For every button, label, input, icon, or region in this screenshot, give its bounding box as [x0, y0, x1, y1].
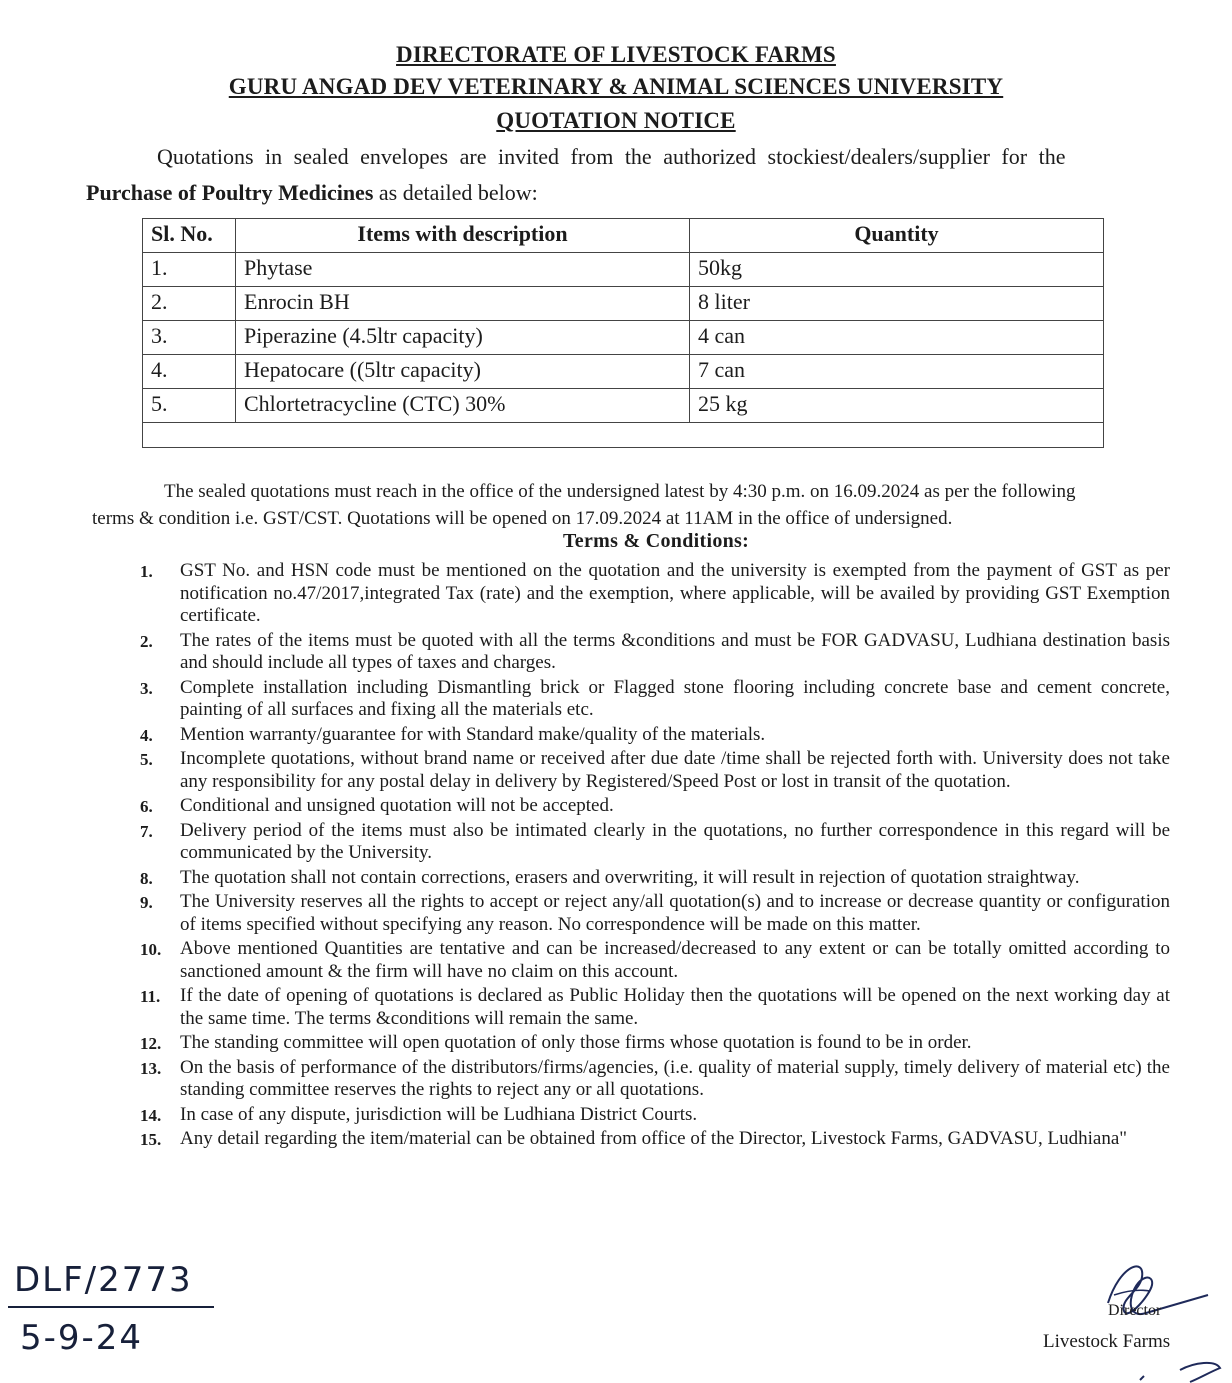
- term-number: 8.: [140, 868, 153, 888]
- table-row: [143, 355, 1104, 389]
- cell-item: Hepatocare ((5ltr capacity): [236, 355, 690, 389]
- intro-purpose-rest: as detailed below:: [373, 180, 538, 205]
- term-number: 9.: [140, 893, 153, 912]
- intro-purpose: [86, 178, 538, 208]
- items-table: [142, 218, 1104, 448]
- page-mark-icon: [1120, 1352, 1230, 1383]
- cell-sl-no: 4.: [143, 355, 236, 389]
- cell-quantity: 7 can: [690, 355, 1104, 389]
- signature-organization: Livestock Farms: [1043, 1331, 1171, 1352]
- term-item: [140, 724, 1170, 747]
- table-row: [143, 253, 1104, 287]
- cell-quantity: 50kg: [690, 253, 1104, 287]
- term-text: GST No. and HSN code must be mentioned on the quotation and the university is exempted from the payment of GST as per notification no.47/2017,integrated Tax (rate) and the exemption, where applicable, will be availed by providing GST Exemption certificate.: [180, 560, 1170, 626]
- signature-title: Director: [1108, 1302, 1162, 1319]
- handwritten-reference-number: DLF/2773: [14, 1260, 193, 1300]
- term-item: [140, 1032, 1170, 1055]
- table-row: [143, 321, 1104, 355]
- cell-sl-no: 1.: [143, 253, 236, 287]
- term-item: [140, 1057, 1170, 1102]
- term-text: The University reserves all the rights to accept or reject any/all quotation(s) and to increase or decrease quantity or configuration of items specified without specifying any reason. No correspondence will be made on this matter.: [180, 891, 1170, 935]
- term-text: Incomplete quotations, without brand name or received after due date /time shall be rejected forth with. University does not take any responsibility for any postal delay in delivery by Registered/Speed Post or lost in transit of the quotation.: [180, 748, 1170, 792]
- term-number: 5.: [140, 750, 153, 769]
- term-text: If the date of opening of quotations is declared as Public Holiday then the quotations will be opened on the next working day at the same time. The terms &conditions will remain the same.: [180, 985, 1170, 1029]
- blank-cell: [143, 423, 1104, 448]
- term-text: Delivery period of the items must also be intimated clearly in the quotations, no further correspondence in this regard will be communicated by the University.: [180, 819, 1170, 863]
- term-item: [140, 795, 1170, 818]
- opening-date-text: terms & condition i.e. GST/CST. Quotations will be opened on 17.09.2024 at 11AM in the office of undersigned.: [92, 508, 953, 529]
- term-item: [140, 985, 1170, 1030]
- col-header-items: Items with description: [236, 219, 690, 253]
- term-text: The standing committee will open quotation of only those firms whose quotation is found to be in order.: [180, 1032, 972, 1053]
- cell-quantity: 8 liter: [690, 287, 1104, 321]
- term-text: Above mentioned Quantities are tentative and can be increased/decreased to any extent or can be totally omitted according to sanctioned amount & the firm will have no claim on this account.: [180, 938, 1170, 982]
- intro-line: Quotations in sealed envelopes are invited from the authorized stockiest/dealers/supplier for the: [157, 144, 1066, 169]
- term-number: 12.: [140, 1034, 162, 1053]
- term-number: 4.: [140, 725, 153, 745]
- cell-item: Piperazine (4.5ltr capacity): [236, 321, 690, 355]
- col-header-quantity: Quantity: [690, 219, 1104, 253]
- term-number: 15.: [140, 1130, 162, 1149]
- term-number: 11.: [140, 987, 161, 1006]
- table-blank-row: [143, 423, 1104, 448]
- term-number: 7.: [140, 821, 153, 841]
- cell-sl-no: 3.: [143, 321, 236, 355]
- submission-deadline-text: The sealed quotations must reach in the office of the undersigned latest by 4:30 p.m. on 16.09.2024 as per the following: [164, 481, 1076, 502]
- term-number: 10.: [140, 940, 162, 959]
- term-text: On the basis of performance of the distributors/firms/agencies, (i.e. quality of material supply, timely delivery of material etc) the standing committee reserves the rights to reject any or all quotations.: [180, 1056, 1170, 1100]
- term-number: 3.: [140, 678, 153, 698]
- term-item: [140, 630, 1170, 675]
- terms-heading: Terms & Conditions:: [563, 530, 750, 552]
- table-row: [143, 389, 1104, 423]
- term-item: [140, 1104, 1170, 1127]
- term-number: 1.: [140, 562, 153, 581]
- term-item: [140, 938, 1170, 983]
- header-university: GURU ANGAD DEV VETERINARY & ANIMAL SCIENCES UNIVERSITY: [228, 74, 1004, 99]
- term-text: Any detail regarding the item/material can be obtained from office of the Director, Livestock Farms, GADVASU, Ludhiana": [180, 1128, 1128, 1149]
- term-number: 14.: [140, 1105, 162, 1125]
- term-item: [140, 560, 1170, 628]
- term-item: [140, 867, 1170, 890]
- term-text: Complete installation including Dismantling brick or Flagged stone flooring including concrete base and cement concrete, painting of all surfaces and fixing all the materials etc.: [180, 676, 1170, 720]
- term-text: Mention warranty/guarantee for with Standard make/quality of the materials.: [180, 723, 766, 745]
- handwritten-date: 5-9-24: [20, 1318, 144, 1358]
- handwritten-underline: [8, 1306, 214, 1308]
- terms-list: [140, 560, 1170, 1153]
- term-text: In case of any dispute, jurisdiction will be Ludhiana District Courts.: [180, 1103, 698, 1125]
- term-item: [140, 891, 1170, 936]
- term-text: The quotation shall not contain corrections, erasers and overwriting, it will result in rejection of quotation straightway.: [180, 866, 1080, 888]
- term-text: Conditional and unsigned quotation will not be accepted.: [180, 795, 614, 816]
- cell-quantity: 4 can: [690, 321, 1104, 355]
- term-item: [140, 820, 1170, 865]
- col-header-sl-no: Sl. No.: [143, 219, 236, 253]
- cell-sl-no: 2.: [143, 287, 236, 321]
- table-row: [143, 287, 1104, 321]
- intro-purpose-bold: Purchase of Poultry Medicines: [86, 180, 374, 205]
- term-number: 2.: [140, 631, 153, 651]
- cell-item: Chlortetracycline (CTC) 30%: [236, 389, 690, 423]
- cell-sl-no: 5.: [143, 389, 236, 423]
- cell-item: Phytase: [236, 253, 690, 287]
- cell-quantity: 25 kg: [690, 389, 1104, 423]
- cell-item: Enrocin BH: [236, 287, 690, 321]
- term-item: [140, 748, 1170, 793]
- header-quotation-notice: QUOTATION NOTICE: [496, 108, 736, 133]
- term-item: [140, 677, 1170, 722]
- term-number: 6.: [140, 797, 153, 816]
- term-text: The rates of the items must be quoted with all the terms &conditions and must be FOR GADVASU, Ludhiana destination basis and should include all types of taxes and charges.: [180, 629, 1170, 673]
- header-directorate: DIRECTORATE OF LIVESTOCK FARMS: [396, 42, 836, 67]
- items-table-header-row: [143, 219, 1104, 253]
- term-item: [140, 1128, 1170, 1151]
- director-signature-icon: [1090, 1255, 1210, 1335]
- term-number: 13.: [140, 1058, 162, 1078]
